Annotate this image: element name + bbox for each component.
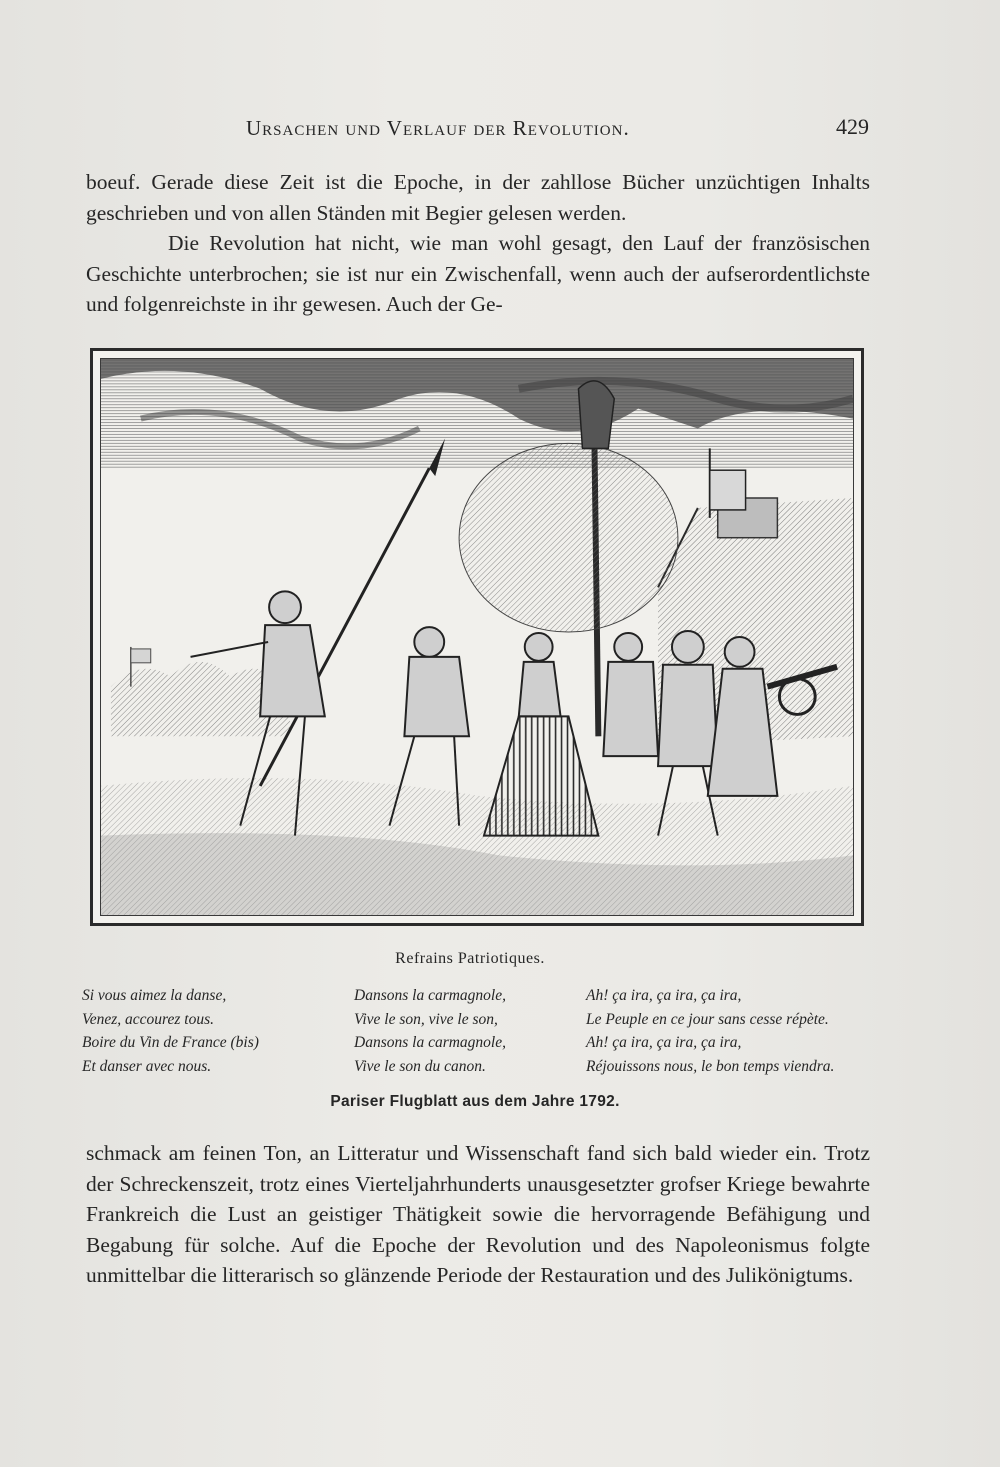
verse-line: Dansons la carmagnole, bbox=[354, 1034, 506, 1051]
page-number: 429 bbox=[836, 114, 869, 139]
engraving-image bbox=[101, 359, 853, 915]
engraving-illustration bbox=[90, 348, 864, 926]
verse-line: Venez, accourez tous. bbox=[82, 1010, 215, 1028]
verse-line: Ah! ça ira, ça ira, ça ira, bbox=[586, 987, 742, 1004]
verse-column-3 bbox=[586, 984, 834, 1078]
verse-line: Dansons la carmagnole, bbox=[354, 987, 506, 1004]
paragraph-1: boeuf. Gerade diese Zeit ist die Epoche, in der zahllose Bücher unzüchtigen Inhalts geschrieben und von allen Ständen mit Begier gelesen werden. bbox=[86, 170, 870, 225]
paragraph-3: schmack am feinen Ton, an Litteratur und Wissenschaft fand sich bald wieder ein. Trotz der Schreckenszeit, trotz eines Vierteljahrhunderts unausgesetzter grofser Kriege bewahrte Frankreich die Lust an geistiger Thätigkeit sowie die hervorragende Befähigung und Begabung für solche. Auf die Epoche der Revolution und des Napoleonismus folgte unmittelbar die litterarisch so glänzende Periode der Restauration und des Julikönigtums. bbox=[86, 1141, 870, 1287]
top-text-block bbox=[86, 167, 870, 320]
engraving-plate bbox=[100, 358, 854, 916]
verse-line: Vive le son, vive le son, bbox=[354, 1010, 498, 1028]
verse-line: Vive le son du canon. bbox=[354, 1057, 486, 1075]
verse-line: Et danser avec nous. bbox=[82, 1057, 212, 1075]
figure-title: Refrains Patriotiques. bbox=[395, 950, 545, 967]
verse-column-2 bbox=[354, 984, 506, 1078]
verse-column-1 bbox=[82, 984, 259, 1078]
verse-line: Si vous aimez la danse, bbox=[82, 987, 227, 1004]
figure-caption: Pariser Flugblatt aus dem Jahre 1792. bbox=[330, 1093, 620, 1110]
verse-line: Le Peuple en ce jour sans cesse répète. bbox=[586, 1010, 829, 1028]
verse-line: Réjouissons nous, le bon temps viendra. bbox=[586, 1057, 835, 1075]
verse-line: Boire du Vin de France (bis) bbox=[82, 1034, 259, 1051]
paragraph-2: Die Revolution hat nicht, wie man wohl gesagt, den Lauf der französischen Geschichte unterbrochen; sie ist nur ein Zwischenfall, wenn auch der aufserordentlichste und folgenreichste in ihr gewesen. Auch der Ge- bbox=[86, 231, 870, 316]
bottom-text-block bbox=[86, 1138, 870, 1291]
running-head: Ursachen und Verlauf der Revolution. bbox=[246, 116, 630, 140]
verse-line: Ah! ça ira, ça ira, ça ira, bbox=[586, 1034, 742, 1051]
